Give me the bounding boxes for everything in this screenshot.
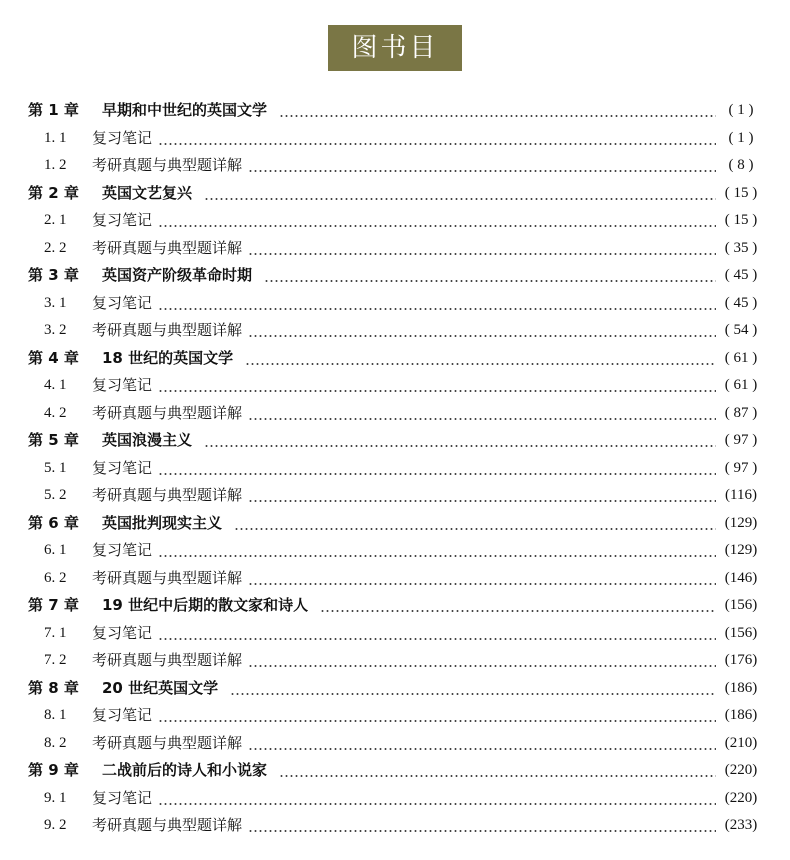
toc-page-number: (210) bbox=[724, 734, 758, 751]
toc-page-number: (186) bbox=[724, 679, 758, 696]
toc-entry-number: 1. 2 bbox=[44, 157, 67, 173]
toc-section-row[interactable] bbox=[0, 647, 790, 675]
toc-page-number: (146) bbox=[724, 569, 758, 586]
toc-entry-number: 5. 1 bbox=[44, 459, 67, 476]
toc-page-number: (186) bbox=[724, 707, 758, 723]
toc-section-row[interactable] bbox=[0, 317, 790, 345]
dot-leader bbox=[248, 235, 716, 263]
toc-entry-number: 第 7 章 bbox=[28, 596, 79, 614]
toc-page-number: ( 61 ) bbox=[724, 377, 758, 393]
toc-section-row[interactable] bbox=[0, 537, 790, 565]
toc-page-number: (220) bbox=[724, 789, 758, 806]
table-of-contents bbox=[0, 97, 790, 840]
toc-entry-number: 第 3 章 bbox=[28, 266, 79, 284]
toc-entry-title: 早期和中世纪的英国文学 bbox=[102, 101, 268, 119]
toc-section-row[interactable] bbox=[0, 812, 790, 840]
toc-section-row[interactable] bbox=[0, 400, 790, 428]
toc-entry-title: 考研真题与典型题详解 bbox=[92, 816, 243, 834]
toc-page-number: ( 45 ) bbox=[724, 267, 758, 283]
toc-section-row[interactable] bbox=[0, 730, 790, 758]
dot-leader bbox=[234, 510, 716, 538]
toc-entry-number: 第 6 章 bbox=[28, 513, 79, 532]
toc-section-row[interactable] bbox=[0, 290, 790, 318]
toc-page-number: ( 97 ) bbox=[724, 459, 758, 476]
toc-page-number: ( 87 ) bbox=[724, 404, 758, 421]
dot-leader bbox=[248, 317, 716, 345]
toc-entry-number: 第 5 章 bbox=[28, 431, 79, 449]
dot-leader bbox=[279, 757, 716, 785]
toc-chapter-row[interactable] bbox=[0, 592, 790, 620]
toc-entry-number: 1. 1 bbox=[44, 129, 67, 146]
toc-entry-number: 9. 2 bbox=[44, 817, 67, 833]
toc-entry-number: 5. 2 bbox=[44, 487, 67, 503]
toc-chapter-row[interactable] bbox=[0, 97, 790, 125]
toc-page-number: ( 15 ) bbox=[724, 184, 758, 201]
toc-page-number: (129) bbox=[724, 542, 758, 558]
toc-page-number: (176) bbox=[724, 652, 758, 668]
dot-leader bbox=[245, 345, 716, 373]
toc-entry-number: 7. 2 bbox=[44, 652, 67, 668]
toc-page-number: (220) bbox=[724, 762, 758, 778]
toc-entry-title: 考研真题与典型题详解 bbox=[92, 321, 243, 339]
toc-section-row[interactable] bbox=[0, 565, 790, 593]
dot-leader bbox=[158, 125, 716, 153]
dot-leader bbox=[158, 537, 716, 565]
toc-section-row[interactable] bbox=[0, 455, 790, 483]
toc-entry-title: 20 世纪英国文学 bbox=[102, 678, 219, 697]
toc-entry-title: 英国浪漫主义 bbox=[102, 431, 193, 449]
toc-page-number: ( 15 ) bbox=[724, 212, 758, 228]
toc-entry-title: 考研真题与典型题详解 bbox=[92, 156, 243, 174]
dot-leader bbox=[279, 97, 716, 125]
toc-entry-title: 复习笔记 bbox=[92, 788, 153, 807]
toc-entry-number: 3. 2 bbox=[44, 322, 67, 338]
toc-chapter-row[interactable] bbox=[0, 262, 790, 290]
dot-leader bbox=[248, 812, 716, 840]
toc-chapter-row[interactable] bbox=[0, 675, 790, 703]
toc-entry-number: 6. 2 bbox=[44, 569, 67, 586]
dot-leader bbox=[264, 262, 716, 290]
toc-chapter-row[interactable] bbox=[0, 427, 790, 455]
toc-page-number: (116) bbox=[725, 487, 757, 503]
toc-entry-title: 考研真题与典型题详解 bbox=[92, 733, 243, 752]
toc-chapter-row[interactable] bbox=[0, 510, 790, 538]
toc-page-number: ( 97 ) bbox=[724, 432, 758, 448]
toc-entry-title: 复习笔记 bbox=[92, 293, 153, 312]
dot-leader bbox=[158, 620, 716, 648]
toc-entry-number: 4. 1 bbox=[44, 377, 67, 393]
toc-entry-number: 9. 1 bbox=[44, 789, 67, 806]
toc-entry-title: 英国文艺复兴 bbox=[102, 183, 193, 202]
toc-section-row[interactable] bbox=[0, 620, 790, 648]
dot-leader bbox=[158, 785, 716, 813]
toc-page-number: (129) bbox=[724, 514, 758, 531]
dot-leader bbox=[158, 702, 716, 730]
toc-entry-number: 第 2 章 bbox=[28, 183, 79, 202]
toc-entry-title: 复习笔记 bbox=[92, 128, 153, 147]
toc-page-number: (233) bbox=[724, 817, 758, 833]
dot-leader bbox=[248, 400, 716, 428]
toc-entry-number: 2. 2 bbox=[44, 239, 67, 256]
toc-entry-title: 复习笔记 bbox=[92, 623, 153, 642]
toc-entry-title: 英国批判现实主义 bbox=[102, 513, 223, 532]
title-banner bbox=[0, 25, 790, 109]
toc-page-number: ( 1 ) bbox=[728, 102, 754, 118]
toc-page-number: (156) bbox=[724, 624, 758, 641]
dot-leader bbox=[320, 592, 716, 620]
page-title: 图书目录 bbox=[328, 25, 462, 71]
toc-entry-title: 考研真题与典型题详解 bbox=[92, 486, 243, 504]
toc-section-row[interactable] bbox=[0, 125, 790, 153]
dot-leader bbox=[248, 482, 716, 510]
toc-entry-title: 19 世纪中后期的散文家和诗人 bbox=[102, 596, 309, 614]
toc-entry-number: 第 1 章 bbox=[28, 101, 79, 119]
toc-entry-title: 复习笔记 bbox=[92, 376, 153, 394]
dot-leader bbox=[158, 455, 716, 483]
toc-page-number: ( 35 ) bbox=[724, 239, 758, 256]
toc-page-number: (156) bbox=[724, 597, 758, 613]
toc-entry-title: 复习笔记 bbox=[92, 211, 153, 229]
toc-chapter-row[interactable] bbox=[0, 757, 790, 785]
dot-leader bbox=[248, 152, 716, 180]
toc-chapter-row[interactable] bbox=[0, 180, 790, 208]
toc-entry-number: 7. 1 bbox=[44, 624, 67, 641]
toc-chapter-row[interactable] bbox=[0, 345, 790, 373]
toc-entry-title: 复习笔记 bbox=[92, 458, 153, 477]
toc-entry-title: 考研真题与典型题详解 bbox=[92, 403, 243, 422]
dot-leader bbox=[248, 647, 716, 675]
toc-entry-title: 考研真题与典型题详解 bbox=[92, 238, 243, 257]
dot-leader bbox=[158, 372, 716, 400]
toc-entry-number: 4. 2 bbox=[44, 404, 67, 421]
dot-leader bbox=[204, 180, 716, 208]
toc-section-row[interactable] bbox=[0, 482, 790, 510]
toc-entry-title: 复习笔记 bbox=[92, 706, 153, 724]
toc-section-row[interactable] bbox=[0, 207, 790, 235]
toc-entry-number: 3. 1 bbox=[44, 294, 67, 311]
toc-entry-number: 8. 1 bbox=[44, 707, 67, 723]
dot-leader bbox=[248, 565, 716, 593]
toc-entry-title: 18 世纪的英国文学 bbox=[102, 348, 234, 367]
dot-leader bbox=[158, 290, 716, 318]
toc-section-row[interactable] bbox=[0, 235, 790, 263]
dot-leader bbox=[248, 730, 716, 758]
toc-entry-number: 第 9 章 bbox=[28, 761, 79, 779]
toc-entry-title: 英国资产阶级革命时期 bbox=[102, 266, 253, 284]
toc-entry-number: 第 8 章 bbox=[28, 678, 79, 697]
toc-page-number: ( 54 ) bbox=[724, 322, 758, 338]
toc-page-number: ( 8 ) bbox=[728, 157, 754, 173]
toc-section-row[interactable] bbox=[0, 785, 790, 813]
toc-entry-title: 复习笔记 bbox=[92, 541, 153, 559]
toc-section-row[interactable] bbox=[0, 152, 790, 180]
toc-page-number: ( 1 ) bbox=[728, 129, 754, 146]
toc-section-row[interactable] bbox=[0, 372, 790, 400]
toc-entry-number: 2. 1 bbox=[44, 212, 67, 228]
toc-entry-title: 考研真题与典型题详解 bbox=[92, 651, 243, 669]
dot-leader bbox=[158, 207, 716, 235]
toc-entry-title: 考研真题与典型题详解 bbox=[92, 568, 243, 587]
toc-entry-number: 6. 1 bbox=[44, 542, 67, 558]
toc-section-row[interactable] bbox=[0, 702, 790, 730]
dot-leader bbox=[204, 427, 716, 455]
dot-leader bbox=[230, 675, 716, 703]
toc-entry-title: 二战前后的诗人和小说家 bbox=[102, 761, 268, 779]
toc-entry-number: 8. 2 bbox=[44, 734, 67, 751]
toc-entry-number: 第 4 章 bbox=[28, 348, 79, 367]
toc-page-number: ( 45 ) bbox=[724, 294, 758, 311]
toc-page-number: ( 61 ) bbox=[724, 349, 758, 366]
